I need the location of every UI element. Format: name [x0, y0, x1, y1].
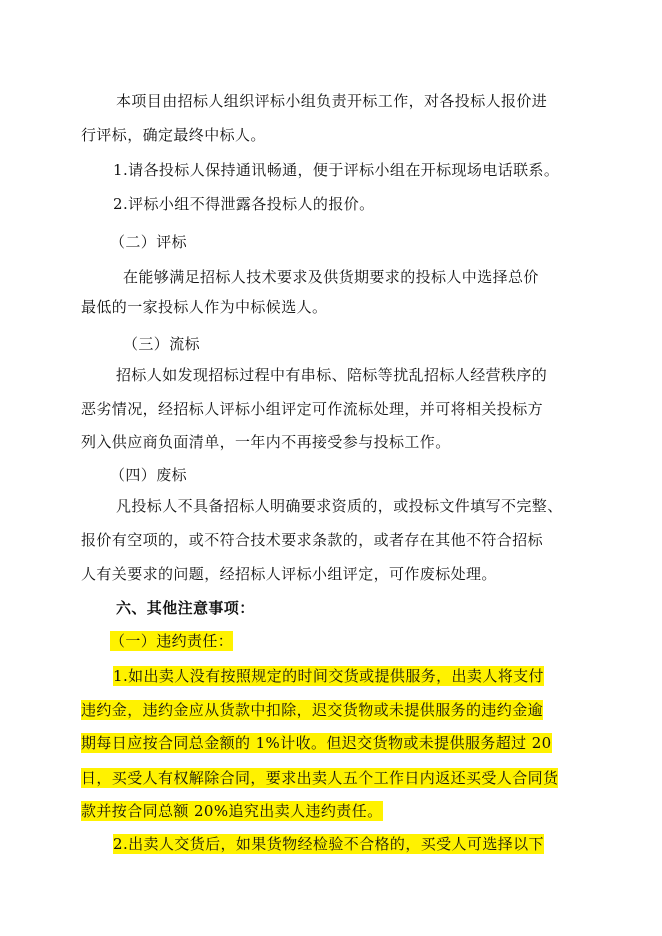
section-heading-failed-bid: （三）流标: [123, 335, 201, 353]
list-item: [113, 665, 544, 687]
paragraph-line: [81, 699, 543, 721]
paragraph-line: 招标人如发现招标过程中有串标、陪标等扰乱招标人经营秩序的: [116, 366, 548, 384]
paragraph-line: 在能够满足招标人技术要求及供货期要求的投标人中选择总价: [123, 268, 539, 286]
paragraph-line: 恶劣情况，经招标人评标小组评定可作流标处理，并可将相关投标方: [81, 400, 544, 418]
list-item: 2.评标小组不得泄露各投标人的报价。: [113, 195, 375, 213]
highlighted-text: 日，买受人有权解除合同，要求出卖人五个工作日内返还买受人合同货: [81, 769, 559, 787]
highlighted-text: 1.如出卖人没有按照规定的时间交货或提供服务，出卖人将支付: [113, 667, 544, 685]
section-heading-evaluation: （二）评标: [110, 233, 188, 251]
highlighted-text: 违约金，违约金应从货款中扣除，迟交货物或未提供服务的违约金逾: [81, 701, 544, 719]
paragraph-line: 本项目由招标人组织评标小组负责开标工作，对各投标人报价进: [116, 92, 548, 110]
highlighted-text: 2.出卖人交货后，如果货物经检验不合格的，买受人可选择以下: [113, 835, 544, 853]
highlighted-text: 期每日应按合同总金额的 1%计收。但迟交货物或未提供服务超过 20: [81, 734, 552, 752]
list-item: 1.请各投标人保持通讯畅通，便于评标小组在开标现场电话联系。: [113, 161, 560, 179]
paragraph-line: 列入供应商负面清单，一年内不再接受参与投标工作。: [81, 433, 451, 451]
subheading-breach-liability: [110, 630, 233, 652]
paragraph-line: 报价有空项的，或不符合技术要求条款的，或者存在其他不符合招标: [81, 531, 544, 549]
paragraph-line: 人有关要求的问题，经招标人评标小组评定，可作废标处理。: [81, 565, 497, 583]
highlighted-text: （一）违约责任：: [110, 632, 234, 650]
paragraph-line: 凡投标人不具备招标人明确要求资质的，或投标文件填写不完整、: [116, 497, 563, 515]
paragraph-line: 最低的一家投标人作为中标候选人。: [81, 298, 328, 316]
paragraph-line: 行评标，确定最终中标人。: [81, 126, 266, 144]
list-item: [113, 833, 544, 855]
highlighted-text: 款并按合同总额 20%追究出卖人违约责任。: [81, 802, 383, 820]
section-heading-void-bid: （四）废标: [110, 466, 188, 484]
paragraph-line: [81, 732, 552, 754]
section-heading-other-notes: 六、其他注意事项：: [116, 599, 255, 617]
paragraph-line: [81, 800, 383, 822]
paragraph-line: [81, 767, 558, 789]
